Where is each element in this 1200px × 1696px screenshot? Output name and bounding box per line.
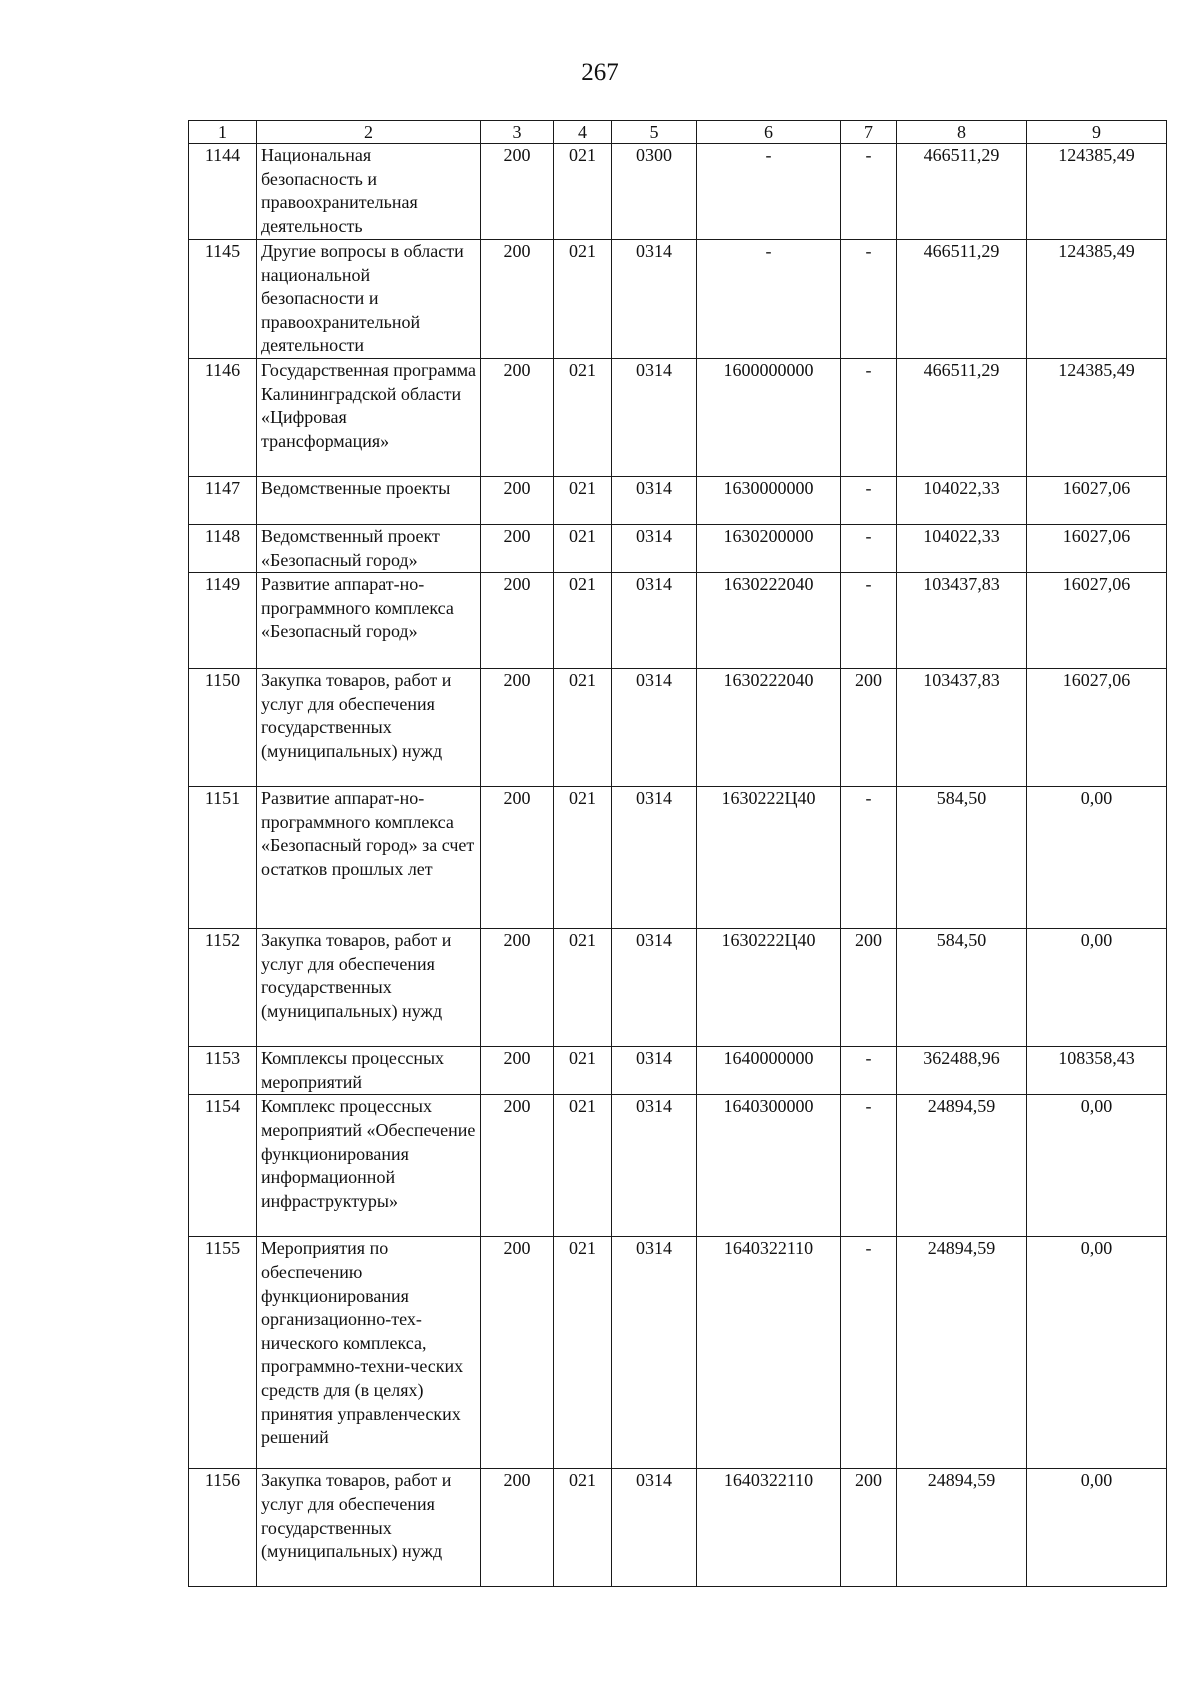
- column-6-cell: 1630000000: [697, 476, 841, 524]
- column-7-cell: -: [841, 573, 897, 669]
- column-8-cell: 104022,33: [897, 524, 1027, 572]
- column-9-cell: 16027,06: [1027, 476, 1167, 524]
- column-7-cell: -: [841, 240, 897, 359]
- row-name-cell: Государственная программа Калининградской области «Цифровая трансформация»: [257, 358, 481, 476]
- column-3-cell: 200: [481, 1095, 554, 1237]
- column-9-cell: 0,00: [1027, 1237, 1167, 1469]
- column-4-cell: 021: [554, 240, 612, 359]
- column-7-cell: -: [841, 1237, 897, 1469]
- row-name-cell: Закупка товаров, работ и услуг для обеспечения государственных (муниципальных) нужд: [257, 1469, 481, 1587]
- budget-table: [188, 120, 1167, 1587]
- column-8-cell: 103437,83: [897, 573, 1027, 669]
- row-number-cell: 1153: [189, 1047, 257, 1095]
- column-3-cell: 200: [481, 358, 554, 476]
- column-7-cell: -: [841, 144, 897, 240]
- table-row: [189, 1047, 1167, 1095]
- row-number-cell: 1154: [189, 1095, 257, 1237]
- column-7-cell: -: [841, 1095, 897, 1237]
- column-8-cell: 584,50: [897, 787, 1027, 929]
- row-name-cell: Другие вопросы в области национальной безопасности и правоохранительной деятельности: [257, 240, 481, 359]
- row-name-cell: Национальная безопасность и правоохранительная деятельность: [257, 144, 481, 240]
- column-8-cell: 362488,96: [897, 1047, 1027, 1095]
- column-8-cell: 24894,59: [897, 1095, 1027, 1237]
- column-8-cell: 103437,83: [897, 669, 1027, 787]
- column-6-cell: 1630222040: [697, 669, 841, 787]
- column-9-cell: 0,00: [1027, 929, 1167, 1047]
- column-6-cell: 1640322110: [697, 1469, 841, 1587]
- column-header: 2: [257, 121, 481, 144]
- column-3-cell: 200: [481, 144, 554, 240]
- column-9-cell: 108358,43: [1027, 1047, 1167, 1095]
- row-number-cell: 1145: [189, 240, 257, 359]
- column-7-cell: 200: [841, 929, 897, 1047]
- row-number-cell: 1149: [189, 573, 257, 669]
- row-name-cell: Развитие аппарат-но-программного комплекса «Безопасный город»: [257, 573, 481, 669]
- column-8-cell: 104022,33: [897, 476, 1027, 524]
- table-row: [189, 358, 1167, 476]
- table-row: [189, 476, 1167, 524]
- column-4-cell: 021: [554, 1469, 612, 1587]
- column-6-cell: 1630222Ц40: [697, 787, 841, 929]
- table-row: [189, 1469, 1167, 1587]
- column-6-cell: 1630200000: [697, 524, 841, 572]
- column-9-cell: 16027,06: [1027, 524, 1167, 572]
- table-row: [189, 524, 1167, 572]
- column-8-cell: 466511,29: [897, 358, 1027, 476]
- column-3-cell: 200: [481, 1237, 554, 1469]
- column-4-cell: 021: [554, 929, 612, 1047]
- column-9-cell: 16027,06: [1027, 573, 1167, 669]
- column-4-cell: 021: [554, 573, 612, 669]
- column-9-cell: 124385,49: [1027, 240, 1167, 359]
- column-9-cell: 0,00: [1027, 787, 1167, 929]
- row-number-cell: 1147: [189, 476, 257, 524]
- row-name-cell: Закупка товаров, работ и услуг для обеспечения государственных (муниципальных) нужд: [257, 929, 481, 1047]
- row-name-cell: Мероприятия по обеспечению функционирования организационно-тех-нического комплекса, программно-техни-ческих средств для (в целях) принятия управленческих решений: [257, 1237, 481, 1469]
- table-row: [189, 144, 1167, 240]
- column-9-cell: 124385,49: [1027, 144, 1167, 240]
- column-5-cell: 0314: [612, 358, 697, 476]
- column-8-cell: 584,50: [897, 929, 1027, 1047]
- row-name-cell: Закупка товаров, работ и услуг для обеспечения государственных (муниципальных) нужд: [257, 669, 481, 787]
- column-5-cell: 0314: [612, 1095, 697, 1237]
- row-name-cell: Ведомственный проект «Безопасный город»: [257, 524, 481, 572]
- table-row: [189, 240, 1167, 359]
- table-row: [189, 573, 1167, 669]
- table-row: [189, 669, 1167, 787]
- column-header: 1: [189, 121, 257, 144]
- column-header: 9: [1027, 121, 1167, 144]
- row-name-cell: Комплексы процессных мероприятий: [257, 1047, 481, 1095]
- row-number-cell: 1148: [189, 524, 257, 572]
- column-9-cell: 0,00: [1027, 1469, 1167, 1587]
- page-number: 267: [581, 59, 619, 86]
- column-5-cell: 0300: [612, 144, 697, 240]
- column-5-cell: 0314: [612, 240, 697, 359]
- column-6-cell: 1640000000: [697, 1047, 841, 1095]
- column-6-cell: -: [697, 144, 841, 240]
- row-number-cell: 1155: [189, 1237, 257, 1469]
- column-7-cell: 200: [841, 1469, 897, 1587]
- column-4-cell: 021: [554, 524, 612, 572]
- column-6-cell: -: [697, 240, 841, 359]
- column-8-cell: 24894,59: [897, 1469, 1027, 1587]
- row-name-cell: Ведомственные проекты: [257, 476, 481, 524]
- column-9-cell: 16027,06: [1027, 669, 1167, 787]
- column-3-cell: 200: [481, 573, 554, 669]
- column-9-cell: 0,00: [1027, 1095, 1167, 1237]
- column-6-cell: 1630222Ц40: [697, 929, 841, 1047]
- column-8-cell: 466511,29: [897, 240, 1027, 359]
- column-4-cell: 021: [554, 1095, 612, 1237]
- column-3-cell: 200: [481, 787, 554, 929]
- table-row: [189, 787, 1167, 929]
- column-3-cell: 200: [481, 1047, 554, 1095]
- row-number-cell: 1151: [189, 787, 257, 929]
- column-3-cell: 200: [481, 669, 554, 787]
- column-7-cell: -: [841, 358, 897, 476]
- table-row: [189, 929, 1167, 1047]
- column-8-cell: 24894,59: [897, 1237, 1027, 1469]
- column-3-cell: 200: [481, 1469, 554, 1587]
- column-5-cell: 0314: [612, 787, 697, 929]
- column-5-cell: 0314: [612, 669, 697, 787]
- table-row: [189, 1237, 1167, 1469]
- column-4-cell: 021: [554, 787, 612, 929]
- table-row: [189, 1095, 1167, 1237]
- column-header: 7: [841, 121, 897, 144]
- row-number-cell: 1144: [189, 144, 257, 240]
- column-7-cell: -: [841, 1047, 897, 1095]
- column-9-cell: 124385,49: [1027, 358, 1167, 476]
- column-4-cell: 021: [554, 1047, 612, 1095]
- column-7-cell: 200: [841, 669, 897, 787]
- column-4-cell: 021: [554, 358, 612, 476]
- column-4-cell: 021: [554, 1237, 612, 1469]
- column-5-cell: 0314: [612, 476, 697, 524]
- row-name-cell: Комплекс процессных мероприятий «Обеспечение функционирования информационной инфраструктуры»: [257, 1095, 481, 1237]
- column-5-cell: 0314: [612, 1237, 697, 1469]
- row-name-cell: Развитие аппарат-но-программного комплекса «Безопасный город» за счет остатков прошлых лет: [257, 787, 481, 929]
- column-header: 5: [612, 121, 697, 144]
- column-3-cell: 200: [481, 524, 554, 572]
- column-5-cell: 0314: [612, 1047, 697, 1095]
- column-header: 4: [554, 121, 612, 144]
- column-header: 8: [897, 121, 1027, 144]
- column-header: 6: [697, 121, 841, 144]
- column-5-cell: 0314: [612, 524, 697, 572]
- column-5-cell: 0314: [612, 573, 697, 669]
- column-7-cell: -: [841, 787, 897, 929]
- column-4-cell: 021: [554, 669, 612, 787]
- column-6-cell: 1600000000: [697, 358, 841, 476]
- column-5-cell: 0314: [612, 929, 697, 1047]
- column-3-cell: 200: [481, 929, 554, 1047]
- row-number-cell: 1150: [189, 669, 257, 787]
- column-7-cell: -: [841, 524, 897, 572]
- column-6-cell: 1630222040: [697, 573, 841, 669]
- row-number-cell: 1146: [189, 358, 257, 476]
- column-6-cell: 1640322110: [697, 1237, 841, 1469]
- column-6-cell: 1640300000: [697, 1095, 841, 1237]
- column-4-cell: 021: [554, 144, 612, 240]
- row-number-cell: 1156: [189, 1469, 257, 1587]
- table-header-row: [189, 121, 1167, 144]
- column-4-cell: 021: [554, 476, 612, 524]
- column-3-cell: 200: [481, 476, 554, 524]
- row-number-cell: 1152: [189, 929, 257, 1047]
- column-8-cell: 466511,29: [897, 144, 1027, 240]
- column-5-cell: 0314: [612, 1469, 697, 1587]
- column-7-cell: -: [841, 476, 897, 524]
- column-header: 3: [481, 121, 554, 144]
- column-3-cell: 200: [481, 240, 554, 359]
